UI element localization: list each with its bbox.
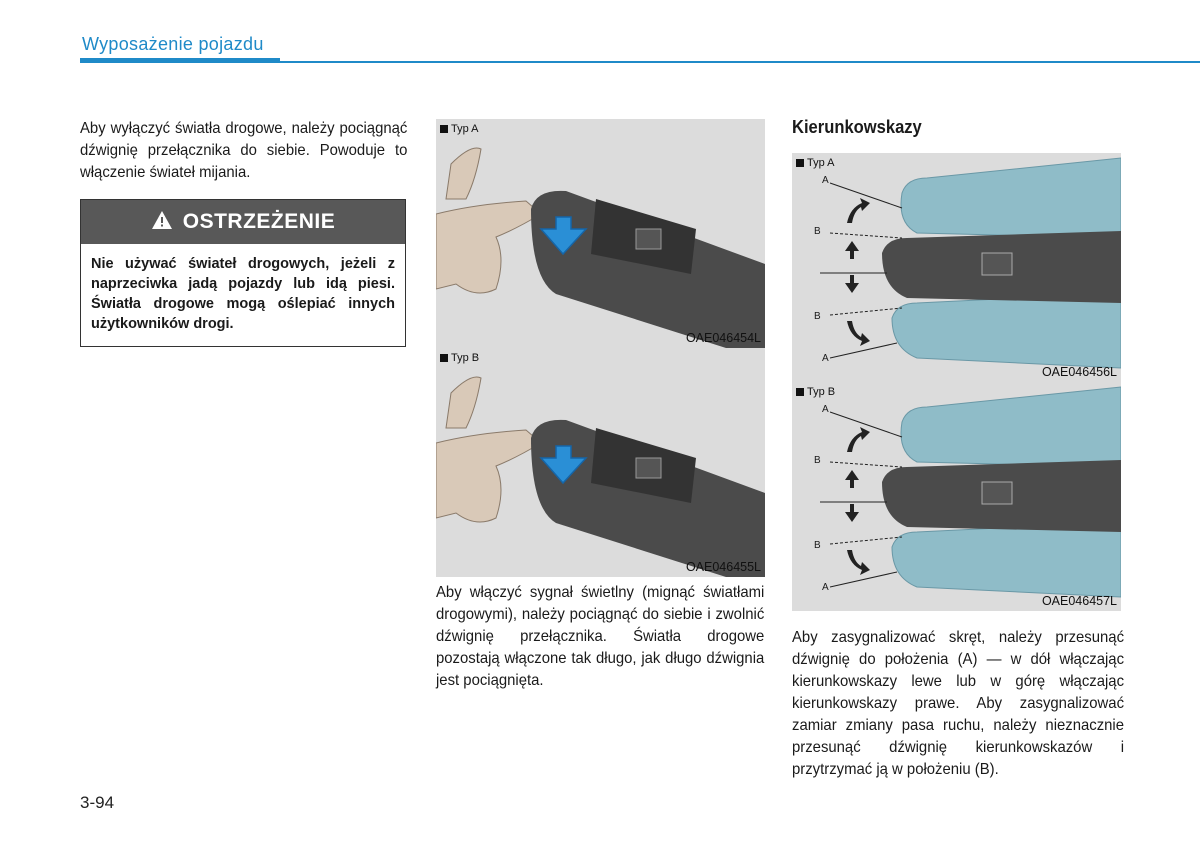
- arrow-down-icon: [845, 275, 859, 293]
- position-label-b: B: [814, 540, 821, 551]
- square-bullet-icon: [440, 125, 448, 133]
- section-title-turn-signals: Kierunkowskazy: [792, 117, 922, 137]
- position-label-a: A: [822, 353, 829, 364]
- curved-arrow-down-icon: [847, 550, 870, 575]
- figure-high-beam-type-b: [436, 348, 765, 577]
- high-beam-off-paragraph: Aby wyłączyć światła drogowe, należy pociągnąć dźwignię przełącznika do siebie. Powoduje to włączenie świateł mijania.: [80, 120, 408, 181]
- warning-text: Nie używać świateł drogowych, jeżeli z naprzeciwka jadą pojazdy lub idą piesi. Światła drogowe mogą oślepiać innych użytkowników drogi.: [91, 256, 395, 332]
- curved-arrow-up-icon: [847, 198, 870, 223]
- page-header-title: Wyposażenie pojazdu: [82, 34, 264, 54]
- position-label-b: B: [814, 455, 821, 466]
- arrow-down-icon: [845, 504, 859, 522]
- figure-turn-signal-type-b: [792, 382, 1121, 611]
- arrow-up-icon: [845, 241, 859, 259]
- arrow-up-icon: [845, 470, 859, 488]
- warning-title: OSTRZEŻENIE: [182, 210, 336, 233]
- warning-box: [80, 199, 406, 347]
- header-rule-accent: [80, 58, 280, 63]
- figure-type-label: Typ A: [451, 123, 479, 135]
- turn-signal-lever-illustration: [792, 382, 1121, 611]
- position-label-a: A: [822, 404, 829, 415]
- header-rule: [280, 61, 1200, 63]
- turn-signal-lever-illustration: [792, 153, 1121, 382]
- flash-to-pass-paragraph: Aby włączyć sygnał świetlny (mignąć światłami drogowymi), należy pociągnąć do siebie i zwolnić dźwignię przełącznika. Światła drogowe pozostają włączone tak długo, jak długo dźwignia jest pociągnięta.: [436, 584, 765, 689]
- warning-header: [81, 200, 405, 244]
- figure-code: OAE046457L: [1041, 594, 1117, 608]
- square-bullet-icon: [796, 388, 804, 396]
- figure-code: OAE046456L: [1041, 365, 1117, 379]
- figure-code: OAE046455L: [685, 560, 761, 574]
- warning-triangle-icon: [151, 210, 173, 235]
- figure-type-label: Typ B: [807, 386, 836, 398]
- figure-type-label: Typ A: [807, 157, 835, 169]
- square-bullet-icon: [440, 354, 448, 362]
- figure-code: OAE046454L: [685, 331, 761, 345]
- lever-pull-illustration: [436, 348, 765, 577]
- figure-type-label: Typ B: [451, 352, 480, 364]
- square-bullet-icon: [796, 159, 804, 167]
- lever-pull-illustration: [436, 119, 765, 348]
- figure-turn-signal-type-a: [792, 153, 1121, 382]
- position-label-a: A: [822, 175, 829, 186]
- curved-arrow-up-icon: [847, 427, 870, 452]
- position-label-b: B: [814, 226, 821, 237]
- page-number: 3-94: [80, 793, 115, 812]
- position-label-a: A: [822, 582, 829, 593]
- curved-arrow-down-icon: [847, 321, 870, 346]
- turn-signal-paragraph: Aby zasygnalizować skręt, należy przesunąć dźwignię do położenia (A) — w dół włączając kierunkowskazy lewe lub w górę włączając kierunkowskazy prawe. Aby zasygnalizować zamiar zmiany pasa ruchu, należy nieznacznie przesunąć dźwignię kierunkowskazów i przytrzymać ją w położeniu (B).: [792, 629, 1125, 778]
- figure-high-beam-type-a: [436, 119, 765, 348]
- position-label-b: B: [814, 311, 821, 322]
